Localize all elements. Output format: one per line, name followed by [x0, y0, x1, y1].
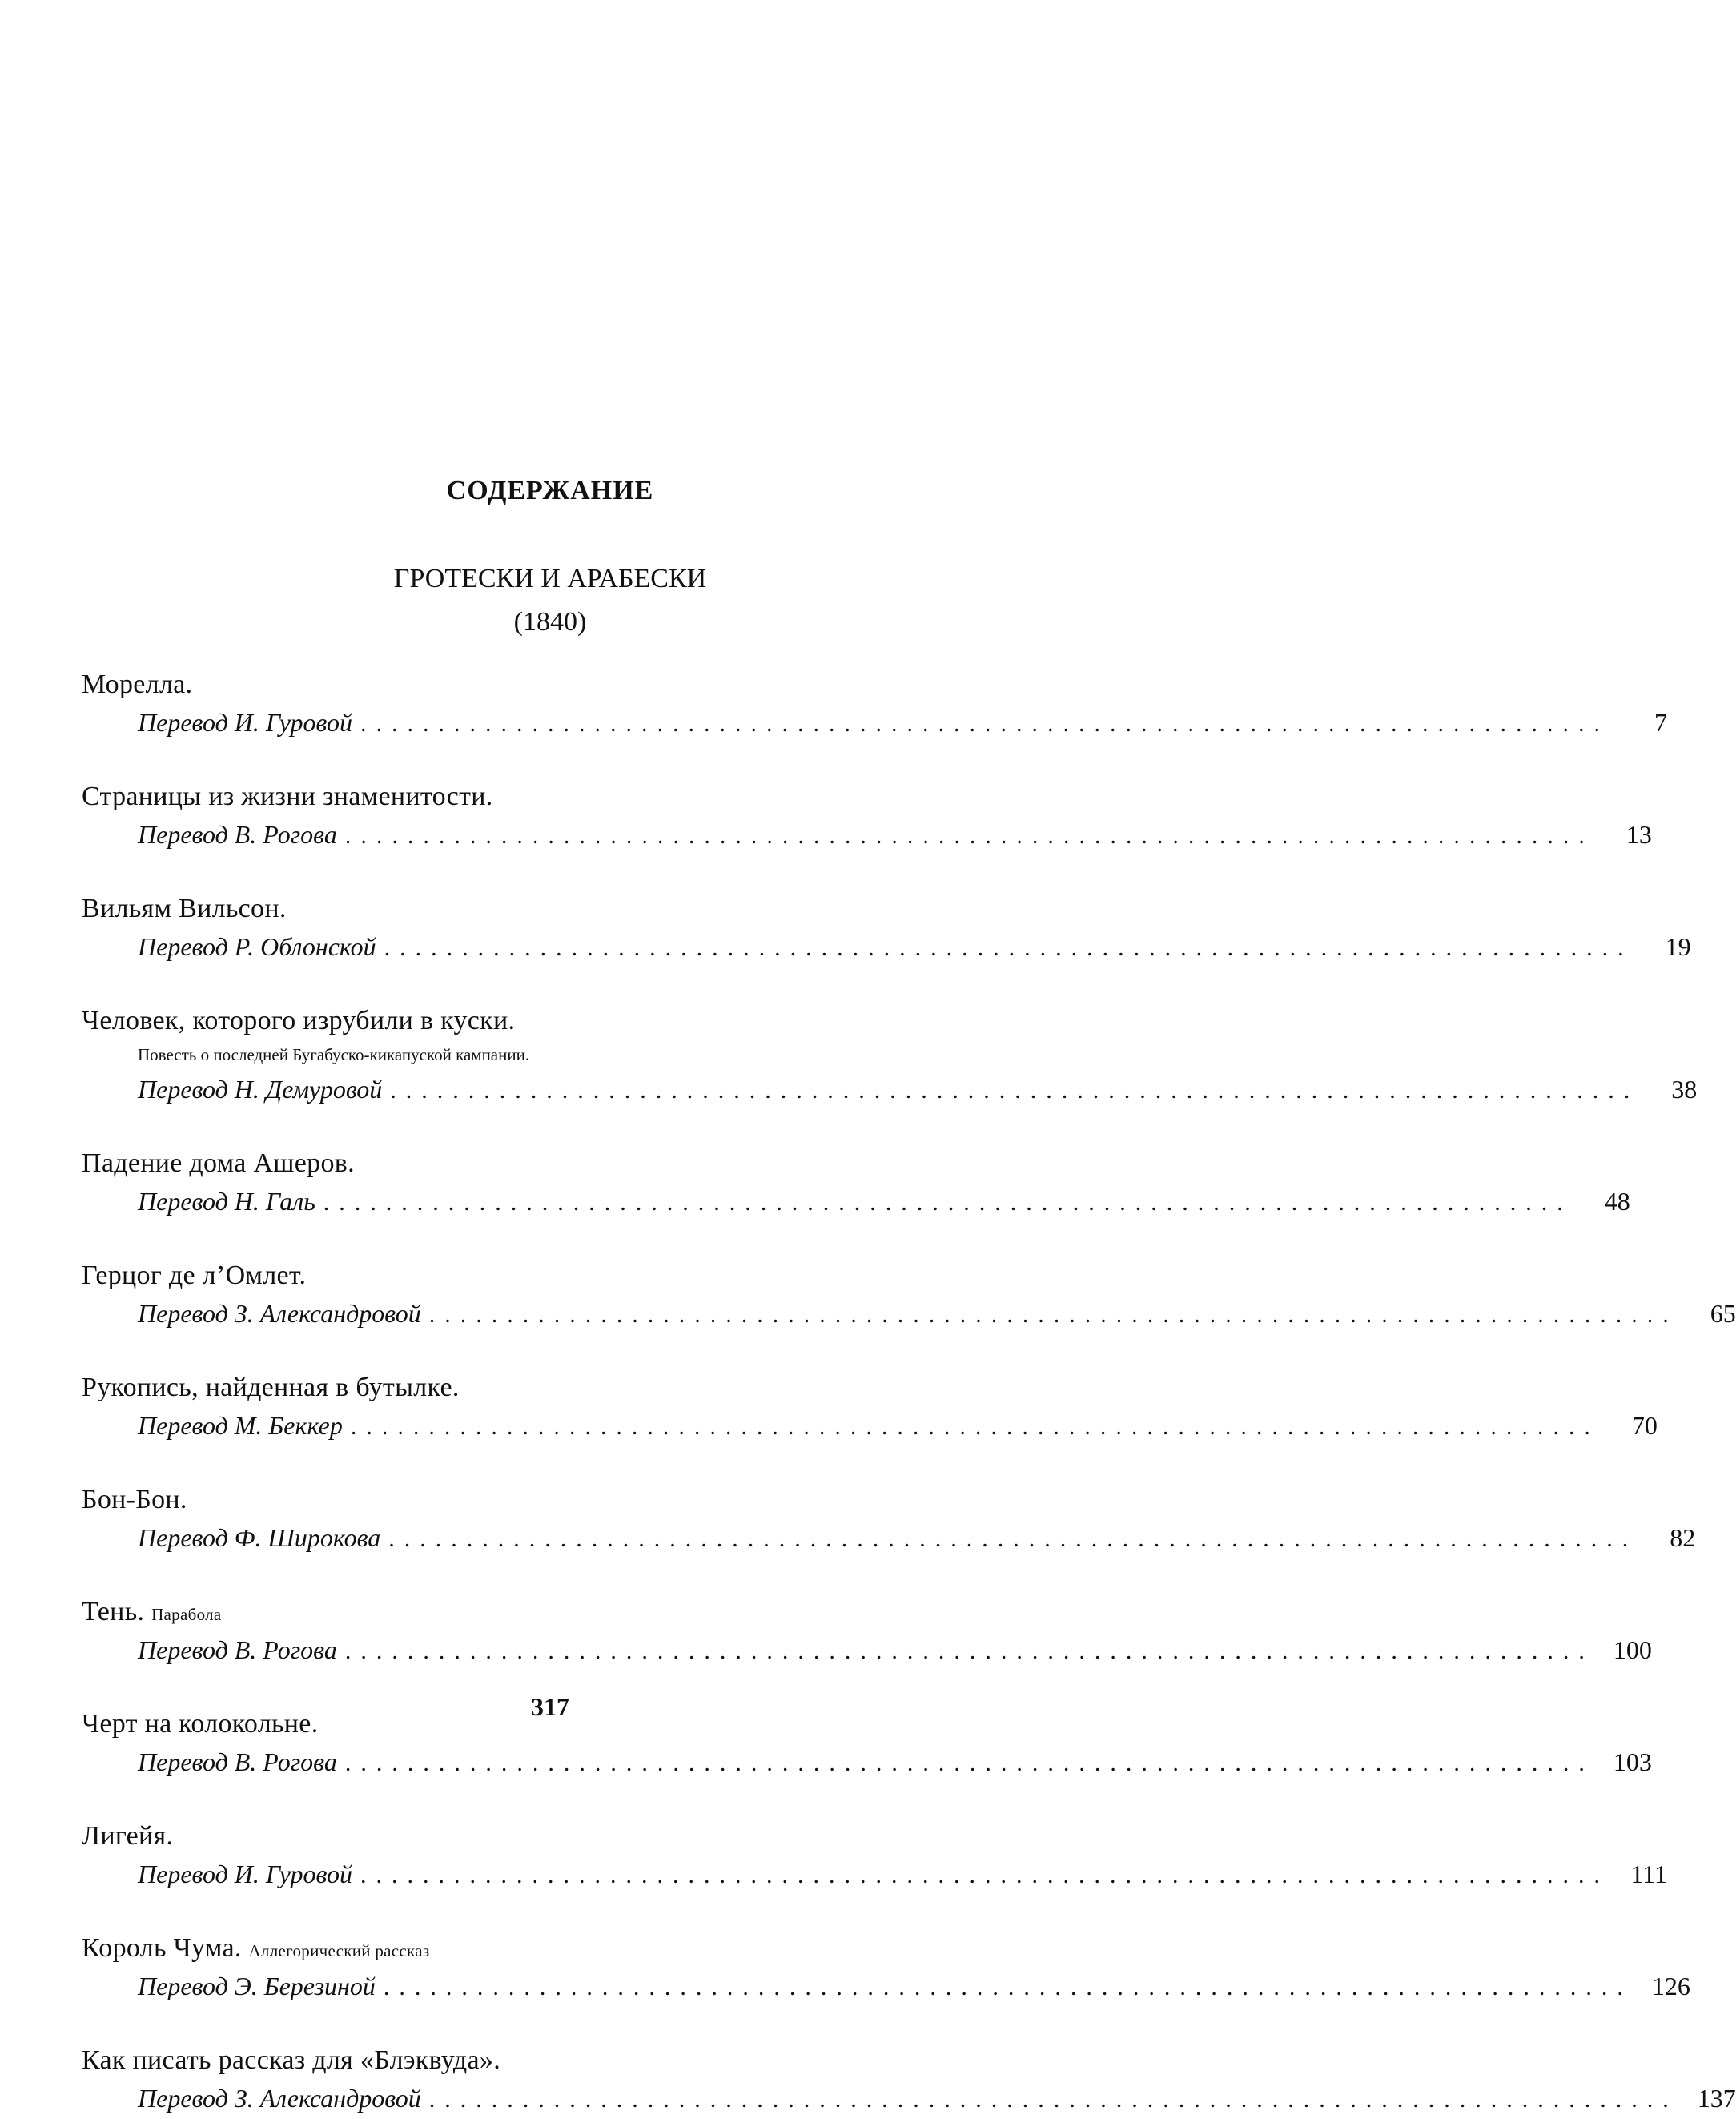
entry-title-line: [82, 778, 1027, 815]
entry-title-line: [82, 2042, 1027, 2079]
translator-credit: Перевод З. Александровой: [138, 2084, 421, 2113]
entry-title: Падение дома Ашеров.: [82, 1148, 355, 1178]
entry-subtitle: Аллегорический рассказ: [248, 1941, 430, 1960]
entry-page-number: 103: [1613, 1747, 1652, 1776]
entry-title: Король Чума.: [82, 1933, 242, 1963]
entry-subtitle: Парабола: [151, 1605, 222, 1624]
entry-title: Черт на колокольне.: [82, 1709, 319, 1739]
translator-line: [82, 927, 1691, 966]
entry-title-line: [82, 1369, 1027, 1406]
entry-title: Человек, которого изрубили в куски.: [82, 1006, 516, 1035]
toc-entry: [82, 778, 1652, 854]
translator-line: [82, 1855, 1667, 1893]
translator-credit: Перевод Н. Демуровой: [138, 1075, 383, 1104]
entry-title: Страницы из жизни знаменитости.: [82, 782, 493, 811]
entry-note: Повесть о последней Бугабуско-кикапуской кампании.: [138, 1045, 530, 1064]
entry-page-number: 48: [1604, 1187, 1630, 1216]
translator-line: [82, 1406, 1658, 1445]
page-number: 317: [531, 1692, 569, 1721]
translator-line: [82, 1518, 1696, 1557]
translator-credit: Перевод И. Гуровой: [138, 708, 352, 737]
toc-entry: [82, 891, 1691, 966]
toc-entry: [82, 1145, 1630, 1220]
dot-leader: ................................................................................: [344, 1638, 1594, 1664]
dot-leader: ................................................................................: [360, 710, 1609, 737]
translator-line: [82, 1630, 1652, 1669]
entry-title-line: [82, 1257, 1027, 1294]
entry-title-line: [82, 1003, 1027, 1039]
translator-line: [82, 1070, 1698, 1108]
translator-line: [82, 1967, 1690, 2005]
translator-line: [82, 2079, 1736, 2117]
translator-credit: Перевод Н. Галь: [138, 1187, 315, 1216]
entry-page-number: 19: [1665, 932, 1691, 961]
dot-leader: ................................................................................: [350, 1413, 1600, 1440]
dot-leader: ................................................................................: [360, 1862, 1609, 1888]
entry-page-number: 137: [1697, 2084, 1736, 2113]
entry-title-line: [82, 891, 1027, 927]
entry-title: Герцог де л’Омлет.: [82, 1261, 307, 1290]
entry-title: Вильям Вильсон.: [82, 894, 287, 923]
translator-credit: Перевод З. Александровой: [138, 1299, 421, 1328]
entry-title: Лигейя.: [82, 1821, 174, 1851]
entry-page-number: 82: [1670, 1523, 1696, 1552]
entry-title-line: [82, 1818, 1027, 1855]
entry-title-line: [82, 1594, 1027, 1630]
section-title: ГРОТЕСКИ И АРАБЕСКИ: [393, 564, 707, 593]
entry-page-number: 126: [1651, 1972, 1690, 2000]
entry-page-number: 111: [1630, 1860, 1667, 1888]
entry-page-number: 38: [1671, 1075, 1698, 1104]
entry-title: Бон-Бон.: [82, 1485, 187, 1514]
entry-page-number: 70: [1631, 1411, 1658, 1440]
toc-entry: [82, 666, 1667, 742]
dot-leader: ................................................................................: [428, 1301, 1678, 1328]
dot-leader: ................................................................................: [390, 1077, 1640, 1104]
translator-credit: Перевод В. Рогова: [138, 1747, 337, 1776]
dot-leader: ................................................................................: [344, 822, 1594, 849]
toc-entry: [82, 1594, 1652, 1669]
toc-entry: [82, 2042, 1736, 2117]
entry-title-line: [82, 1930, 1027, 1967]
entry-title: Морелла.: [82, 669, 193, 699]
entry-page-number: 7: [1654, 708, 1667, 737]
dot-leader: ................................................................................: [384, 935, 1634, 961]
toc-entry: [82, 1930, 1690, 2005]
translator-line: [82, 703, 1667, 742]
dot-leader: ................................................................................: [344, 1750, 1594, 1776]
translator-credit: Перевод В. Рогова: [138, 820, 337, 849]
section-year: (1840): [513, 607, 587, 637]
entry-page-number: 13: [1625, 820, 1652, 849]
toc-entry: [82, 1257, 1736, 1333]
entry-page-number: 100: [1613, 1635, 1652, 1664]
toc-entry: [82, 1482, 1696, 1557]
translator-line: [82, 1294, 1736, 1333]
translator-credit: Перевод М. Беккер: [138, 1411, 343, 1440]
toc-entry: [82, 1369, 1658, 1445]
entry-title: Рукопись, найденная в бутылке.: [82, 1373, 460, 1402]
translator-line: [82, 1743, 1652, 1781]
table-of-contents: [82, 666, 1736, 2117]
entry-title-line: [82, 1145, 1027, 1182]
dot-leader: ................................................................................: [323, 1189, 1573, 1216]
entry-title-line: [82, 666, 1027, 703]
dot-leader: ................................................................................: [383, 1974, 1633, 2000]
translator-credit: Перевод Ф. Широкова: [138, 1523, 381, 1552]
toc-entry: [82, 1818, 1667, 1893]
translator-credit: Перевод Э. Березиной: [138, 1972, 376, 2000]
entry-title-line: [82, 1482, 1027, 1518]
translator-line: [82, 1182, 1630, 1220]
page-title: СОДЕРЖАНИЕ: [446, 476, 654, 505]
entry-title: Как писать рассказ для «Блэквуда».: [82, 2045, 501, 2075]
entry-page-number: 65: [1710, 1299, 1736, 1328]
toc-entry: [82, 1003, 1698, 1108]
dot-leader: ................................................................................: [428, 2086, 1678, 2113]
translator-line: [82, 815, 1652, 854]
entry-title: Тень.: [82, 1597, 145, 1626]
dot-leader: ................................................................................: [388, 1526, 1638, 1552]
translator-credit: Перевод Р. Облонской: [138, 932, 376, 961]
translator-credit: Перевод И. Гуровой: [138, 1860, 352, 1888]
translator-credit: Перевод В. Рогова: [138, 1635, 337, 1664]
